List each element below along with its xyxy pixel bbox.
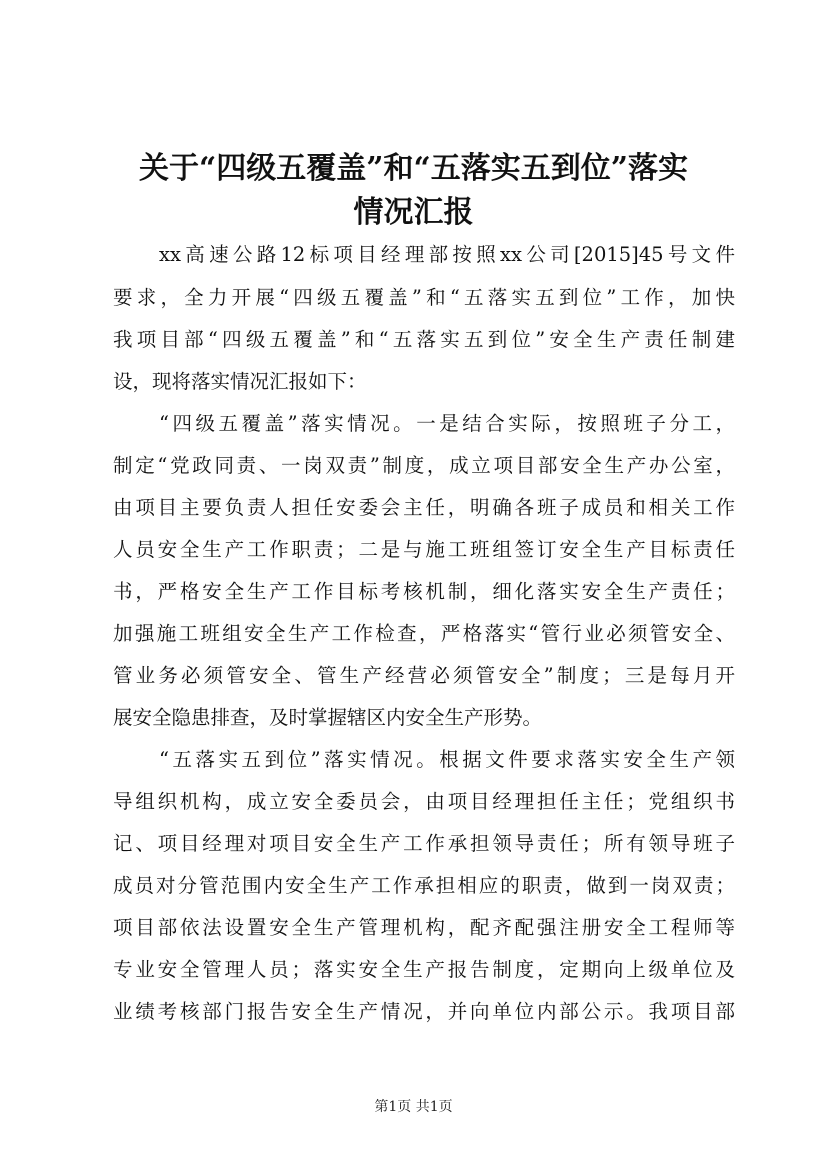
paragraph-2-line: 人员安全生产工作职责；二是与施工班组签订安全生产目标责任 (113, 538, 735, 561)
paragraph-2-line: 管业务必须管安全、管生产经营必须管安全”制度；三是每月开 (113, 664, 735, 687)
paragraph-3-line: 专业安全管理人员；落实安全生产报告制度，定期向上级单位及 (113, 958, 735, 981)
document-title-line-1: 关于“四级五覆盖”和“五落实五到位”落实 (138, 151, 689, 186)
paragraph-2-line: 制定“党政同责、一岗双责”制度，成立项目部安全生产办公室， (113, 454, 735, 477)
paragraph-2-line: 由项目主要负责人担任安委会主任，明确各班子成员和相关工作 (113, 496, 735, 519)
paragraph-3-line: 成员对分管范围内安全生产工作承担相应的职责，做到一岗双责； (113, 874, 735, 897)
page-footer: 第1页 共1页 (374, 1099, 453, 1115)
paragraph-3-line: 导组织机构，成立安全委员会，由项目经理担任主任；党组织书 (113, 790, 735, 813)
paragraph-2-line: 展安全隐患排查，及时掌握辖区内安全生产形势。 (113, 706, 543, 729)
paragraph-2-line: “四级五覆盖”落实情况。一是结合实际，按照班子分工， (159, 412, 735, 435)
paragraph-2-line: 加强施工班组安全生产工作检查，严格落实“管行业必须管安全、 (113, 622, 735, 645)
paragraph-1-line: 我项目部“四级五覆盖”和“五落实五到位”安全生产责任制建 (113, 328, 735, 351)
paragraph-1-line: 设，现将落实情况汇报如下： (113, 370, 367, 393)
paragraph-3-line: 业绩考核部门报告安全生产情况，并向单位内部公示。我项目部 (113, 1000, 735, 1023)
paragraph-1-line: xx高速公路12标项目经理部按照xx公司[2015]45号文件 (159, 243, 735, 266)
paragraph-3-line: 项目部依法设置安全生产管理机构，配齐配强注册安全工程师等 (113, 916, 735, 939)
document-title-line-2: 情况汇报 (353, 195, 474, 230)
paragraph-2-line: 书，严格安全生产工作目标考核机制，细化落实安全生产责任； (113, 580, 735, 603)
paragraph-1-line: 要求，全力开展“四级五覆盖”和“五落实五到位”工作，加快 (113, 286, 735, 309)
paragraph-3-line: “五落实五到位”落实情况。根据文件要求落实安全生产领 (159, 748, 735, 771)
paragraph-3-line: 记、项目经理对项目安全生产工作承担领导责任；所有领导班子 (113, 832, 735, 855)
